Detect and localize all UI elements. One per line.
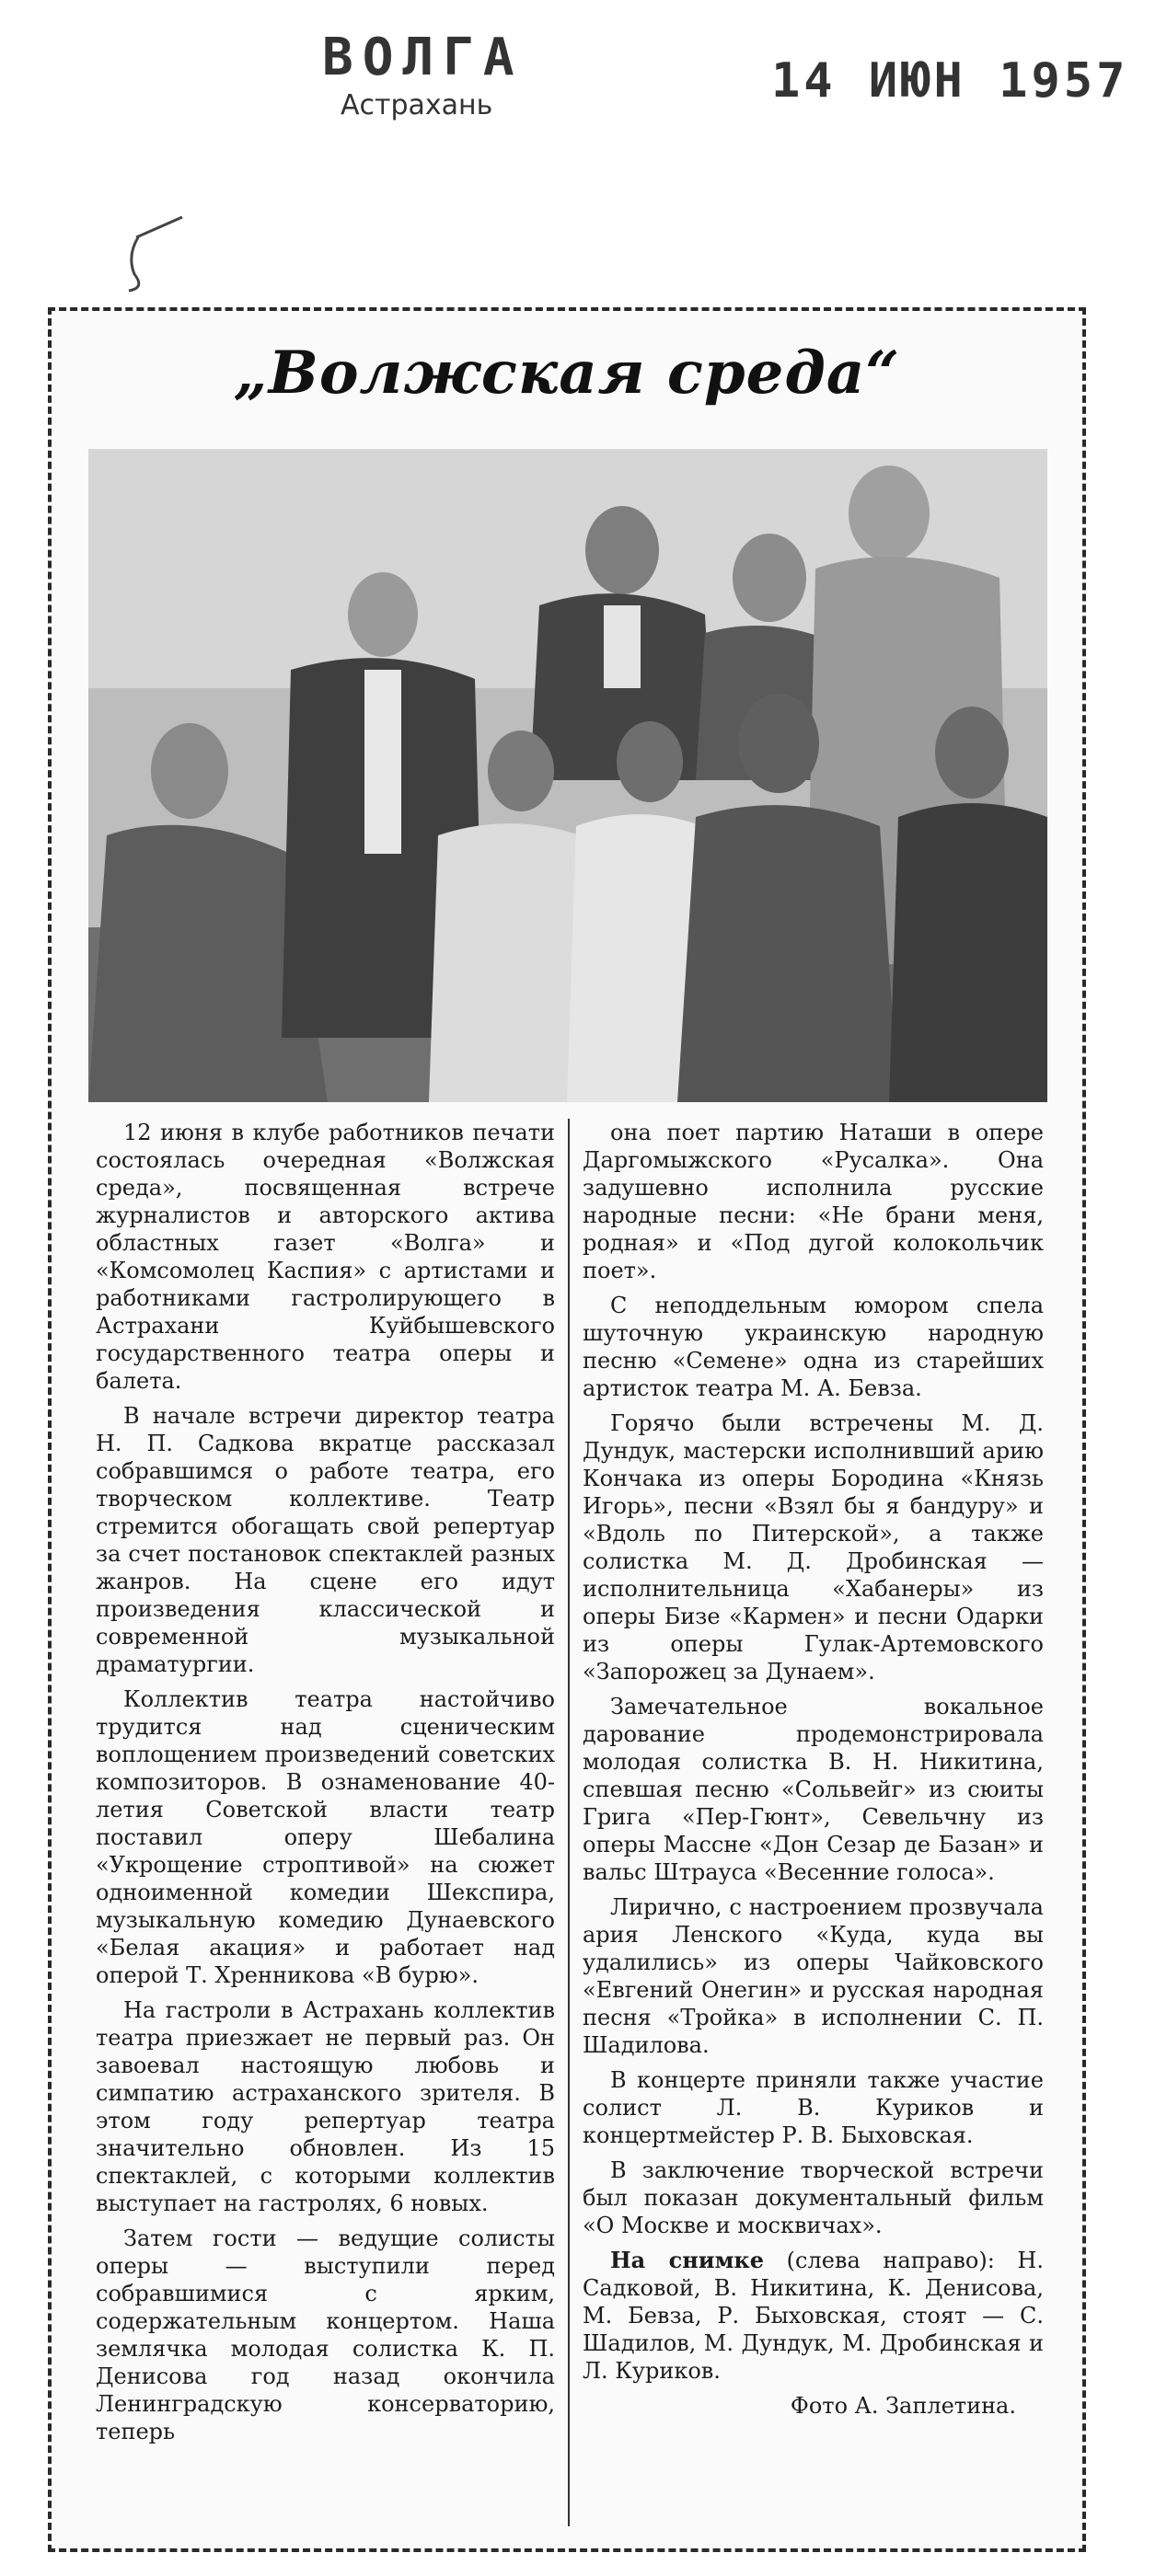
article-paragraph: она поет партию Наташи в опере Даргомыжского «Русалка». Она задушевно исполнила русские народные песни: «Не брани меня, родная» и «Под дугой колокольчик поет».: [583, 1120, 1044, 1283]
group-photo: [88, 449, 1047, 1102]
article-paragraph: В заключение творческой встречи был показан документальный фильм «О Москве и москвичах».: [583, 2157, 1044, 2238]
photo-credit: Фото А. Заплетина.: [790, 2393, 1016, 2419]
newspaper-name: ВОЛГА: [322, 28, 524, 87]
article-column-left: [96, 1119, 570, 2526]
article-paragraph: В концерте приняли также участие солист Л. В. Куриков и концертмейстер Р. В. Быховская.: [583, 2067, 1044, 2148]
article-body: [96, 1119, 1044, 2526]
article-paragraph: Горячо были встречены М. Д. Дундук, мастерски исполнивший арию Кончака из оперы Бородина «Князь Игорь», песни «Взял бы я бандуру» и «Вдоль по Питерской», а также солистка М. Д. Дробинская — исполнительница «Хабанеры» из оперы Бизе «Кармен» и песни Одарки из оперы Гулак-Артемовского «Запорожец за Дунаем».: [583, 1410, 1044, 1685]
article-paragraph: На гастроли в Астрахань коллектив театра приезжает не первый раз. Он завоевал настоящую любовь и симпатию астраханского зрителя. В этом году репертуар театра значительно обновлен. Из 15 спектаклей, с которыми коллектив выступает на гастролях, 6 новых.: [96, 1997, 555, 2216]
article-headline: „Волжская среда“: [233, 339, 901, 408]
article-paragraph: Замечательное вокальное дарование продемонстрировала молодая солистка В. Н. Никитина, спевшая песню «Сольвейг» из сюиты Грига «Пер-Гюнт», Севельчну из оперы Массне «Дон Сезар де Базан» и вальс Штрауса «Весенние голоса».: [583, 1694, 1044, 1885]
article-paragraph: Лирично, с настроением прозвучала ария Ленского «Куда, куда вы удалились» из оперы Чайковского «Евгений Онегин» и русская народная песня «Тройка» в исполнении С. П. Шадилова.: [583, 1894, 1044, 2058]
caption-lead: На снимке: [610, 2247, 765, 2273]
group-photo-image: [88, 449, 1047, 1102]
photo-caption: [583, 2247, 1044, 2385]
stamp-date: 14 ИЮН 1957: [771, 53, 1129, 109]
caption-text: (слева направо): Н. Садковой, В. Никитина, К. Денисова, М. Бевза, Р. Быховская, стоят — С. Шадилов, М. Дундук, М. Дробинская и Л. Куриков.: [583, 2248, 1044, 2384]
article-column-right: [570, 1119, 1044, 2526]
newspaper-clipping: [48, 307, 1086, 2552]
newspaper-city: Астрахань: [341, 89, 493, 121]
newspaper-stamp: [322, 28, 524, 121]
article-paragraph: Затем гости — ведущие солисты оперы — выступили перед собравшимися с ярким, содержательным концертом. Наша землячка молодая солистка К. П. Денисова год назад окончила Ленинградскую консерваторию, теперь: [96, 2225, 555, 2444]
article-paragraph: С неподдельным юмором спела шуточную украинскую народную песню «Семене» одна из старейших артисток театра М. А. Бевза.: [583, 1293, 1044, 1401]
pencil-mark: [118, 210, 191, 293]
article-paragraph: В начале встречи директор театра Н. П. Садкова вкратце рассказал собравшимся о работе театра, его творческом коллективе. Театр стремится обогащать свой репертуар за счет постановок спектаклей разных жанров. На сцене его идут произведения классической и современной музыкальной драматургии.: [96, 1403, 555, 1677]
article-paragraph: Коллектив театра настойчиво трудится над сценическим воплощением произведений советских композиторов. В ознаменование 40-летия Советской власти театр поставил оперу Шебалина «Укрощение строптивой» на сюжет одноименной комедии Шекспира, музыкальную комедию Дунаевского «Белая акация» и работает над оперой Т. Хренникова «В бурю».: [96, 1686, 555, 1988]
article-paragraph: 12 июня в клубе работников печати состоялась очередная «Волжская среда», посвященная встрече журналистов и авторского актива областных газет «Волга» и «Комсомолец Каспия» с артистами и работниками гастролирующего в Астрахани Куйбышевского государственного театра оперы и балета.: [96, 1120, 555, 1394]
